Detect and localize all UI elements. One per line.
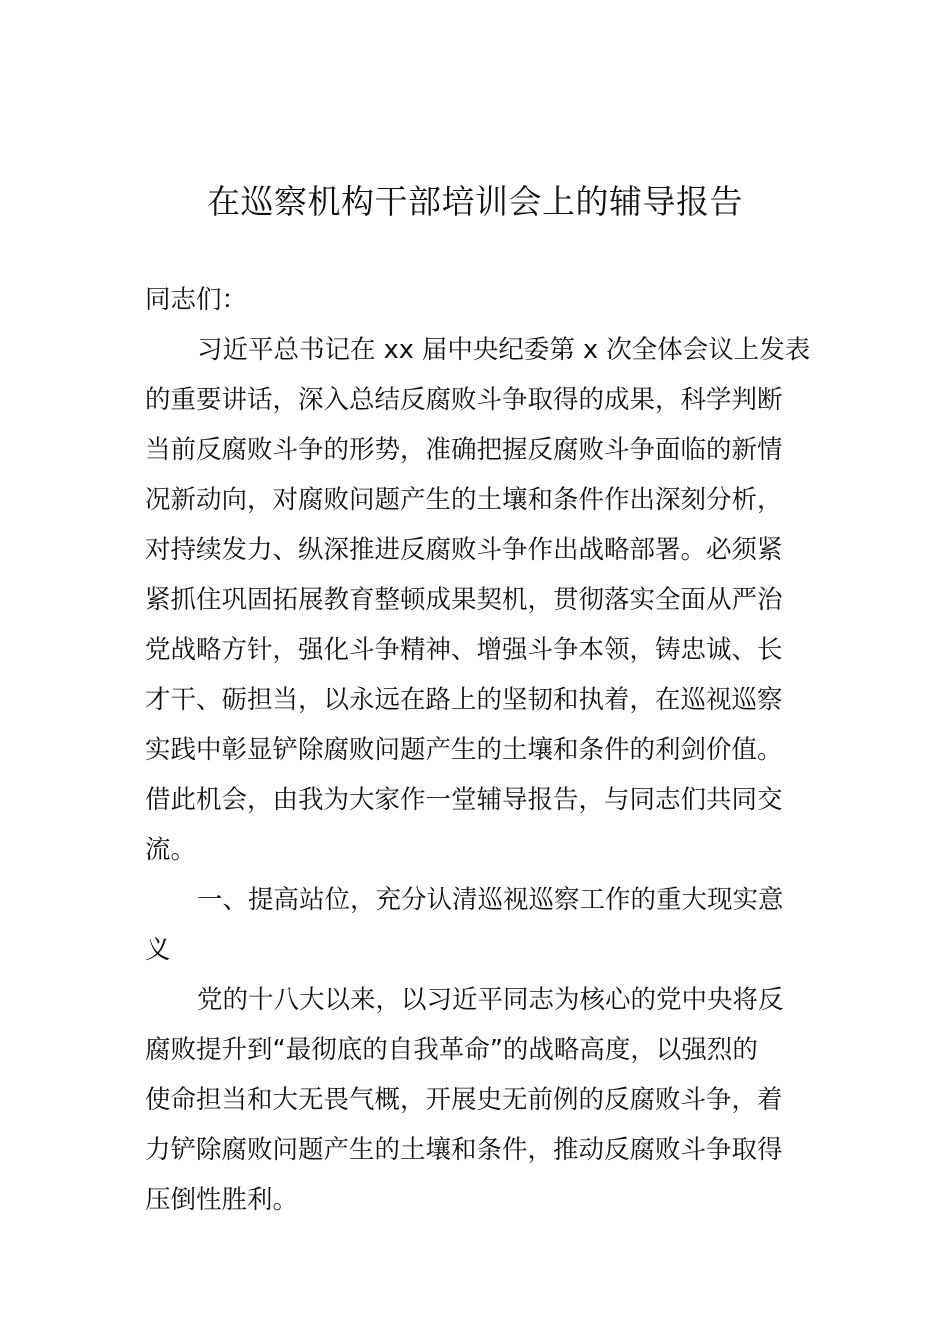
- paragraph-line: 对持续发力、纵深推进反腐败斗争作出战略部署。必须紧: [145, 535, 783, 565]
- document-title: 在巡察机构干部培训会上的辅导报告: [207, 182, 743, 221]
- paragraph-line: 党战略方针，强化斗争精神、增强斗争本领，铸忠诚、长: [145, 635, 783, 665]
- paragraph-2: [145, 975, 811, 1225]
- paragraph-line: 况新动向，对腐败问题产生的土壤和条件作出深刻分析，: [145, 485, 783, 515]
- paragraph-line: 党的十八大以来，以习近平同志为核心的党中央将反: [197, 985, 784, 1015]
- paragraph-line: 力铲除腐败问题产生的土壤和条件，推动反腐败斗争取得: [145, 1135, 783, 1165]
- section-heading-1: [145, 875, 811, 975]
- paragraph-line: 借此机会，由我为大家作一堂辅导报告，与同志们共同交: [145, 785, 783, 815]
- paragraph-line: 压倒性胜利。: [145, 1185, 299, 1215]
- paragraph-line: 实践中彰显铲除腐败问题产生的土壤和条件的利剑价值。: [145, 735, 783, 765]
- heading-line: 一、提高站位，充分认清巡视巡察工作的重大现实意: [197, 885, 784, 915]
- paragraph-line: 紧抓住巩固拓展教育整顿成果契机，贯彻落实全面从严治: [145, 585, 783, 615]
- document-body: [145, 275, 811, 1225]
- paragraph-line: 使命担当和大无畏气概，开展史无前例的反腐败斗争，着: [145, 1085, 783, 1115]
- heading-line: 义: [145, 935, 171, 965]
- paragraph-line: 才干、砺担当，以永远在路上的坚韧和执着，在巡视巡察: [145, 685, 783, 715]
- salutation: 同志们：: [145, 285, 248, 315]
- paragraph-line: 流。: [145, 835, 197, 865]
- paragraph-1: [145, 325, 811, 875]
- paragraph-line: 当前反腐败斗争的形势，准确把握反腐败斗争面临的新情: [145, 435, 783, 465]
- paragraph-line: 的重要讲话，深入总结反腐败斗争取得的成果，科学判断: [145, 385, 783, 415]
- paragraph-line: 腐败提升到“最彻底的自我革命”的战略高度，以强烈的: [145, 1035, 758, 1065]
- paragraph-line: 习近平总书记在 xx 届中央纪委第 x 次全体会议上发表: [197, 335, 811, 365]
